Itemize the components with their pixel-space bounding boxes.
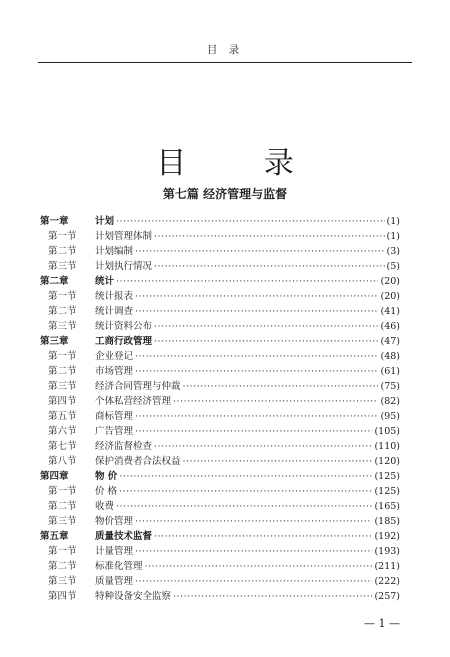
toc-section-row[interactable] bbox=[40, 364, 400, 379]
toc-number: 第一节 bbox=[48, 291, 77, 302]
dot-leader bbox=[116, 274, 378, 289]
toc-section-row[interactable] bbox=[40, 349, 400, 364]
page-number: — 1 — bbox=[364, 617, 400, 630]
dot-leader bbox=[135, 244, 385, 259]
dot-leader bbox=[154, 259, 385, 274]
toc-title: 标准化管理 bbox=[95, 561, 143, 572]
dot-leader bbox=[116, 214, 385, 229]
toc-page: (1) bbox=[386, 231, 400, 242]
dot-leader bbox=[135, 574, 372, 589]
toc-page: (257) bbox=[374, 591, 400, 602]
toc-section-row[interactable] bbox=[40, 439, 400, 454]
toc-number: 第三节 bbox=[48, 261, 77, 272]
toc-section-row[interactable] bbox=[40, 454, 400, 469]
toc-title: 计划管理体制 bbox=[95, 231, 153, 242]
toc-page: (110) bbox=[374, 441, 400, 452]
toc-section-row[interactable] bbox=[40, 574, 400, 589]
running-header: 目 录 bbox=[206, 44, 244, 56]
toc-title: 特种设备安全监察 bbox=[95, 591, 172, 602]
toc-number: 第一节 bbox=[48, 486, 77, 497]
toc-title: 质量技术监督 bbox=[95, 531, 153, 542]
toc-number: 第八节 bbox=[48, 456, 77, 467]
dot-leader bbox=[135, 289, 378, 304]
toc-page: (125) bbox=[374, 486, 400, 497]
toc-page: (165) bbox=[374, 501, 400, 512]
toc-page: (20) bbox=[380, 276, 400, 287]
toc-number: 第一节 bbox=[48, 231, 77, 242]
toc-title: 物 价 bbox=[95, 471, 118, 482]
toc-page: (41) bbox=[380, 306, 400, 317]
toc-number: 第六节 bbox=[48, 426, 77, 437]
toc-page: (1) bbox=[386, 216, 400, 227]
toc-page: (120) bbox=[374, 456, 400, 467]
toc-page: (5) bbox=[386, 261, 400, 272]
toc-chapter-row[interactable] bbox=[40, 214, 400, 229]
toc-number: 第三章 bbox=[40, 336, 69, 347]
toc-number: 第四节 bbox=[48, 591, 77, 602]
toc-page: (125) bbox=[374, 471, 400, 482]
toc-section-row[interactable] bbox=[40, 559, 400, 574]
toc-page: (222) bbox=[374, 576, 400, 587]
toc-page: (75) bbox=[380, 381, 400, 392]
dot-leader bbox=[154, 334, 378, 349]
toc-section-row[interactable] bbox=[40, 379, 400, 394]
toc-title: 个体私营经济管理 bbox=[95, 396, 172, 407]
toc-title: 计量管理 bbox=[95, 546, 134, 557]
toc-number: 第二节 bbox=[48, 501, 77, 512]
toc-page: (61) bbox=[380, 366, 400, 377]
toc-page: (95) bbox=[380, 411, 400, 422]
toc-page: (3) bbox=[386, 246, 400, 257]
toc-page: (193) bbox=[374, 546, 400, 557]
toc-number: 第二节 bbox=[48, 366, 77, 377]
toc-section-row[interactable] bbox=[40, 259, 400, 274]
toc-section-row[interactable] bbox=[40, 589, 400, 604]
toc-number: 第三节 bbox=[48, 516, 77, 527]
toc-number: 第五章 bbox=[40, 531, 69, 542]
toc-title: 保护消费者合法权益 bbox=[95, 456, 181, 467]
toc-page: (48) bbox=[380, 351, 400, 362]
toc-title: 质量管理 bbox=[95, 576, 134, 587]
toc-number: 第二章 bbox=[40, 276, 69, 287]
dot-leader bbox=[154, 529, 372, 544]
dot-leader bbox=[145, 559, 373, 574]
dot-leader bbox=[119, 484, 372, 499]
dot-leader bbox=[173, 394, 378, 409]
toc-title: 企业登记 bbox=[95, 351, 134, 362]
toc-number: 第三节 bbox=[48, 321, 77, 332]
toc-number: 第一节 bbox=[48, 351, 77, 362]
dot-leader bbox=[135, 424, 372, 439]
dot-leader bbox=[135, 514, 372, 529]
dot-leader bbox=[154, 319, 378, 334]
dot-leader bbox=[173, 589, 372, 604]
toc-section-row[interactable] bbox=[40, 409, 400, 424]
toc-title: 市场管理 bbox=[95, 366, 134, 377]
toc-section-row[interactable] bbox=[40, 229, 400, 244]
toc-page: (185) bbox=[374, 516, 400, 527]
dot-leader bbox=[135, 349, 378, 364]
toc-chapter-row[interactable] bbox=[40, 529, 400, 544]
toc-page: (20) bbox=[380, 291, 400, 302]
toc-section-row[interactable] bbox=[40, 484, 400, 499]
toc-section-row[interactable] bbox=[40, 244, 400, 259]
toc-section-row[interactable] bbox=[40, 289, 400, 304]
toc-title: 经济合同管理与仲裁 bbox=[95, 381, 181, 392]
dot-leader bbox=[135, 364, 378, 379]
toc-title: 统计调查 bbox=[95, 306, 134, 317]
toc-number: 第三节 bbox=[48, 381, 77, 392]
toc-page: (192) bbox=[374, 531, 400, 542]
dot-leader bbox=[154, 229, 385, 244]
toc-title: 计划执行情况 bbox=[95, 261, 153, 272]
toc-title: 广告管理 bbox=[95, 426, 134, 437]
toc-chapter-row[interactable] bbox=[40, 334, 400, 349]
toc-chapter-row[interactable] bbox=[40, 274, 400, 289]
toc-title: 物价管理 bbox=[95, 516, 134, 527]
toc-number: 第一节 bbox=[48, 546, 77, 557]
toc-page: (105) bbox=[374, 426, 400, 437]
dot-leader bbox=[183, 454, 373, 469]
page-title: 目 录 bbox=[156, 146, 328, 182]
toc-number: 第五节 bbox=[48, 411, 77, 422]
toc-page: (47) bbox=[380, 336, 400, 347]
toc-section-row[interactable] bbox=[40, 424, 400, 439]
toc-section-row[interactable] bbox=[40, 499, 400, 514]
dot-leader bbox=[135, 304, 378, 319]
toc-page: (46) bbox=[380, 321, 400, 332]
toc-number: 第四章 bbox=[40, 471, 69, 482]
toc-number: 第四节 bbox=[48, 396, 77, 407]
toc-title: 工商行政管理 bbox=[95, 336, 153, 347]
toc-page: (82) bbox=[380, 396, 400, 407]
toc-number: 第三节 bbox=[48, 576, 77, 587]
toc-number: 第二节 bbox=[48, 306, 77, 317]
dot-leader bbox=[183, 379, 379, 394]
toc-title: 计划编制 bbox=[95, 246, 134, 257]
toc-title: 经济监督检查 bbox=[95, 441, 153, 452]
part-title: 第七篇 经济管理与监督 bbox=[162, 187, 288, 201]
dot-leader bbox=[135, 409, 378, 424]
toc-page: (211) bbox=[374, 561, 400, 572]
toc-number: 第一章 bbox=[40, 216, 69, 227]
toc-section-row[interactable] bbox=[40, 394, 400, 409]
header-rule bbox=[38, 62, 412, 63]
table-of-contents bbox=[40, 214, 400, 604]
toc-number: 第二节 bbox=[48, 561, 77, 572]
toc-title: 统计资料公布 bbox=[95, 321, 153, 332]
toc-title: 统计报表 bbox=[95, 291, 134, 302]
dot-leader bbox=[119, 469, 372, 484]
toc-number: 第二节 bbox=[48, 246, 77, 257]
toc-title: 价 格 bbox=[95, 486, 118, 497]
toc-section-row[interactable] bbox=[40, 544, 400, 559]
toc-section-row[interactable] bbox=[40, 319, 400, 334]
toc-section-row[interactable] bbox=[40, 304, 400, 319]
toc-title: 商标管理 bbox=[95, 411, 134, 422]
dot-leader bbox=[154, 439, 372, 454]
toc-number: 第七节 bbox=[48, 441, 77, 452]
toc-title: 计划 bbox=[95, 216, 115, 227]
toc-title: 收费 bbox=[95, 501, 115, 512]
toc-title: 统计 bbox=[95, 276, 115, 287]
toc-chapter-row[interactable] bbox=[40, 469, 400, 484]
dot-leader bbox=[116, 499, 372, 514]
dot-leader bbox=[135, 544, 372, 559]
toc-section-row[interactable] bbox=[40, 514, 400, 529]
